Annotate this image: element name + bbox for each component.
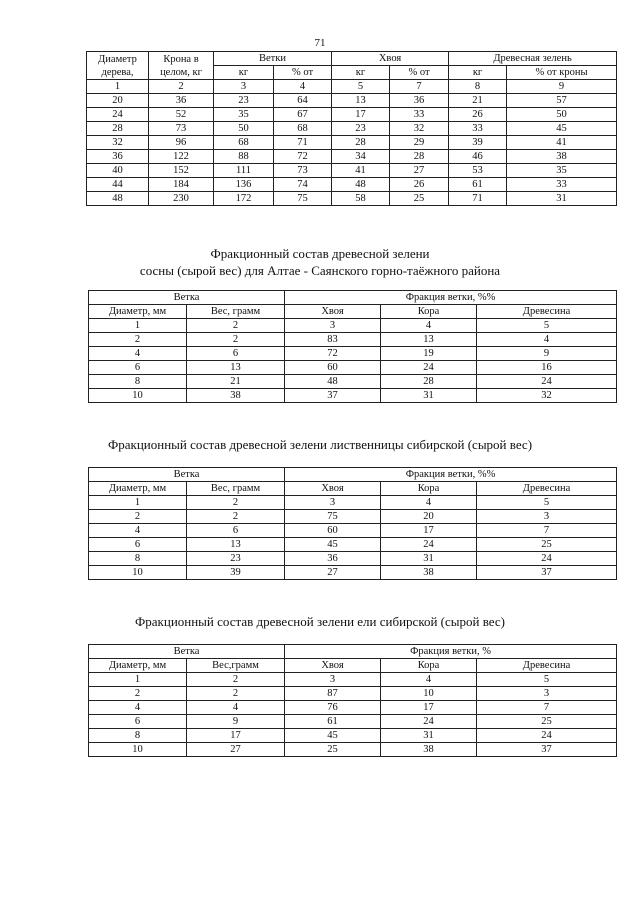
- table-cell: 13: [332, 94, 390, 108]
- table-cell: 68: [214, 136, 274, 150]
- table-body: [87, 80, 617, 206]
- table-cell: 184: [149, 178, 214, 192]
- table-cell: 75: [274, 192, 332, 206]
- table-cell: 2: [187, 510, 285, 524]
- table-row: [89, 715, 617, 729]
- table-cell: 1: [87, 80, 149, 94]
- table-cell: 25: [477, 715, 617, 729]
- table-cell: 20: [381, 510, 477, 524]
- section-title: Фракционный состав древесной зелени: [210, 246, 430, 261]
- table-cell: 74: [274, 178, 332, 192]
- table-cell: 60: [285, 361, 381, 375]
- table-cell: 230: [149, 192, 214, 206]
- table-cell: 48: [87, 192, 149, 206]
- header-kg: кг: [214, 66, 274, 80]
- header-greenery: Древесная зелень: [449, 52, 617, 66]
- table-row: [87, 178, 617, 192]
- table-row: [89, 333, 617, 347]
- header-fraction: Фракция ветки, %: [285, 645, 617, 659]
- table-cell: 67: [274, 108, 332, 122]
- table-cell: 4: [477, 333, 617, 347]
- table-cell: 50: [507, 108, 617, 122]
- table-cell: 28: [381, 375, 477, 389]
- table-cell: 29: [390, 136, 449, 150]
- table-cell: 61: [449, 178, 507, 192]
- table-cell: 50: [214, 122, 274, 136]
- table-cell: 31: [507, 192, 617, 206]
- table-cell: 4: [381, 319, 477, 333]
- table-cell: 41: [332, 164, 390, 178]
- table-cell: 37: [477, 743, 617, 757]
- page-number: 71: [314, 37, 326, 49]
- table-cell: 9: [187, 715, 285, 729]
- table-cell: 38: [507, 150, 617, 164]
- table-cell: 5: [477, 319, 617, 333]
- table-cell: 13: [381, 333, 477, 347]
- header-branch: Ветка: [89, 291, 285, 305]
- table-cell: 6: [89, 715, 187, 729]
- pine-fraction-table: [88, 290, 617, 403]
- table-row: [89, 389, 617, 403]
- table-cell: 4: [274, 80, 332, 94]
- table-cell: 24: [381, 361, 477, 375]
- table-cell: 34: [332, 150, 390, 164]
- table-cell: 2: [187, 333, 285, 347]
- section-title: Фракционный состав древесной зелени лиственницы сибирской (сырой вес): [107, 437, 533, 452]
- header-wood: Древесина: [477, 305, 617, 319]
- table-cell: 21: [449, 94, 507, 108]
- table-row: [89, 347, 617, 361]
- table-cell: 83: [285, 333, 381, 347]
- table-cell: 31: [381, 729, 477, 743]
- table-cell: 52: [149, 108, 214, 122]
- header-bark: Кора: [381, 305, 477, 319]
- table-cell: 48: [332, 178, 390, 192]
- table-cell: 2: [149, 80, 214, 94]
- table-cell: 48: [285, 375, 381, 389]
- table-cell: 23: [332, 122, 390, 136]
- table-row: [87, 164, 617, 178]
- table-row: [89, 510, 617, 524]
- table-cell: 45: [507, 122, 617, 136]
- table-cell: 26: [449, 108, 507, 122]
- table-row: [89, 538, 617, 552]
- table-cell: 87: [285, 687, 381, 701]
- table-cell: 3: [285, 496, 381, 510]
- table-cell: 25: [390, 192, 449, 206]
- table-cell: 57: [507, 94, 617, 108]
- table-row: [89, 701, 617, 715]
- table-index-row: [89, 319, 617, 333]
- table-cell: 13: [187, 538, 285, 552]
- table-cell: 46: [449, 150, 507, 164]
- header-needles: Хвоя: [285, 482, 381, 496]
- spruce-fraction-table: [88, 644, 617, 757]
- table-index-row: [87, 80, 617, 94]
- table-cell: 5: [332, 80, 390, 94]
- table-cell: 2: [187, 319, 285, 333]
- table-cell: 4: [187, 701, 285, 715]
- table-body: [89, 673, 617, 757]
- table-cell: 10: [89, 566, 187, 580]
- header-diameter: Диаметр, мм: [89, 482, 187, 496]
- table-cell: 4: [89, 701, 187, 715]
- table-cell: 27: [390, 164, 449, 178]
- table-body: [89, 319, 617, 403]
- table-cell: 7: [477, 701, 617, 715]
- table-cell: 27: [285, 566, 381, 580]
- larch-fraction-table: [88, 467, 617, 580]
- table-cell: 35: [214, 108, 274, 122]
- table-cell: 72: [285, 347, 381, 361]
- table-row: [89, 743, 617, 757]
- section-subtitle: сосны (сырой вес) для Алтае - Саянского горно-таёжного района: [139, 263, 501, 278]
- table-cell: 17: [381, 701, 477, 715]
- header-needles: Хвоя: [285, 305, 381, 319]
- table-cell: 6: [89, 538, 187, 552]
- table-cell: 8: [89, 552, 187, 566]
- table-cell: 41: [507, 136, 617, 150]
- table-row: [87, 192, 617, 206]
- table-cell: 4: [381, 673, 477, 687]
- header-needles: Хвоя: [332, 52, 449, 66]
- header-weight: Вес,грамм: [187, 659, 285, 673]
- header-wood: Древесина: [477, 659, 617, 673]
- table-cell: 17: [332, 108, 390, 122]
- table-cell: 8: [89, 375, 187, 389]
- table-cell: 44: [87, 178, 149, 192]
- table-cell: 10: [89, 389, 187, 403]
- table-row: [87, 94, 617, 108]
- table-cell: 33: [390, 108, 449, 122]
- table-cell: 1: [89, 319, 187, 333]
- table-cell: 2: [187, 496, 285, 510]
- table-cell: 38: [187, 389, 285, 403]
- table-cell: 24: [381, 538, 477, 552]
- table-cell: 36: [285, 552, 381, 566]
- header-fraction: Фракция ветки, %%: [285, 468, 617, 482]
- crown-mass-table: [86, 51, 617, 206]
- table-cell: 20: [87, 94, 149, 108]
- table-cell: 36: [149, 94, 214, 108]
- table-cell: 3: [214, 80, 274, 94]
- table-cell: 9: [477, 347, 617, 361]
- table-cell: 3: [477, 687, 617, 701]
- table-cell: 27: [187, 743, 285, 757]
- header-bark: Кора: [381, 659, 477, 673]
- table-cell: 21: [187, 375, 285, 389]
- table-cell: 25: [477, 538, 617, 552]
- header-kg: кг: [332, 66, 390, 80]
- header-diameter: Диаметр, мм: [89, 659, 187, 673]
- table-cell: 39: [187, 566, 285, 580]
- table-cell: 16: [477, 361, 617, 375]
- table-cell: 61: [285, 715, 381, 729]
- table-row: [89, 687, 617, 701]
- table-cell: 172: [214, 192, 274, 206]
- table-cell: 39: [449, 136, 507, 150]
- table-cell: 73: [149, 122, 214, 136]
- table-cell: 24: [87, 108, 149, 122]
- header-pct-crown: % от кроны: [507, 66, 617, 80]
- table-cell: 5: [477, 673, 617, 687]
- table-index-row: [89, 673, 617, 687]
- table-row: [89, 552, 617, 566]
- header-crown: Крона в целом, кг: [149, 52, 214, 80]
- table-cell: 88: [214, 150, 274, 164]
- table-cell: 6: [187, 524, 285, 538]
- table-cell: 2: [89, 687, 187, 701]
- table-cell: 25: [285, 743, 381, 757]
- header-branch: Ветка: [89, 645, 285, 659]
- table-cell: 10: [381, 687, 477, 701]
- header-diameter: Диаметр, мм: [89, 305, 187, 319]
- section-title: Фракционный состав древесной зелени ели сибирской (сырой вес): [135, 614, 505, 629]
- table-cell: 7: [477, 524, 617, 538]
- table-cell: 8: [89, 729, 187, 743]
- table-cell: 32: [477, 389, 617, 403]
- table-cell: 3: [285, 319, 381, 333]
- table-cell: 23: [187, 552, 285, 566]
- table-cell: 31: [381, 552, 477, 566]
- table-cell: 28: [332, 136, 390, 150]
- table-cell: 36: [390, 94, 449, 108]
- table-cell: 7: [390, 80, 449, 94]
- table-cell: 2: [187, 673, 285, 687]
- table-cell: 45: [285, 729, 381, 743]
- table-row: [87, 136, 617, 150]
- table-cell: 4: [89, 347, 187, 361]
- table-cell: 33: [449, 122, 507, 136]
- table-row: [87, 108, 617, 122]
- table-cell: 1: [89, 496, 187, 510]
- table-body: [89, 496, 617, 580]
- table-cell: 17: [187, 729, 285, 743]
- header-branch: Ветка: [89, 468, 285, 482]
- header-kg: кг: [449, 66, 507, 80]
- table-cell: 2: [89, 510, 187, 524]
- table-cell: 3: [477, 510, 617, 524]
- header-fraction: Фракция ветки, %%: [285, 291, 617, 305]
- table-cell: 38: [381, 566, 477, 580]
- table-cell: 64: [274, 94, 332, 108]
- table-row: [87, 150, 617, 164]
- table-cell: 17: [381, 524, 477, 538]
- table-row: [87, 122, 617, 136]
- table-cell: 38: [381, 743, 477, 757]
- table-row: [89, 361, 617, 375]
- table-cell: 1: [89, 673, 187, 687]
- table-cell: 32: [87, 136, 149, 150]
- table-cell: 58: [332, 192, 390, 206]
- table-cell: 19: [381, 347, 477, 361]
- header-needles: Хвоя: [285, 659, 381, 673]
- header-weight: Вес, грамм: [187, 482, 285, 496]
- table-cell: 3: [285, 673, 381, 687]
- table-cell: 111: [214, 164, 274, 178]
- table-cell: 2: [187, 687, 285, 701]
- header-wood: Древесина: [477, 482, 617, 496]
- table-cell: 31: [381, 389, 477, 403]
- table-cell: 36: [87, 150, 149, 164]
- table-cell: 71: [449, 192, 507, 206]
- table-cell: 45: [285, 538, 381, 552]
- table-cell: 26: [390, 178, 449, 192]
- table-cell: 35: [507, 164, 617, 178]
- table-cell: 72: [274, 150, 332, 164]
- header-pct: % от: [274, 66, 332, 80]
- table-cell: 8: [449, 80, 507, 94]
- header-weight: Вес, грамм: [187, 305, 285, 319]
- table-cell: 6: [187, 347, 285, 361]
- table-cell: 76: [285, 701, 381, 715]
- table-cell: 6: [89, 361, 187, 375]
- table-cell: 24: [477, 552, 617, 566]
- header-bark: Кора: [381, 482, 477, 496]
- table-cell: 23: [214, 94, 274, 108]
- table-cell: 9: [507, 80, 617, 94]
- table-cell: 71: [274, 136, 332, 150]
- table-row: [89, 375, 617, 389]
- table-cell: 60: [285, 524, 381, 538]
- table-cell: 2: [89, 333, 187, 347]
- table-cell: 5: [477, 496, 617, 510]
- table-cell: 13: [187, 361, 285, 375]
- header-branches: Ветки: [214, 52, 332, 66]
- table-cell: 75: [285, 510, 381, 524]
- table-cell: 152: [149, 164, 214, 178]
- table-cell: 37: [285, 389, 381, 403]
- header-diameter: Диаметр дерева,: [87, 52, 149, 80]
- table-cell: 122: [149, 150, 214, 164]
- table-cell: 96: [149, 136, 214, 150]
- table-cell: 28: [87, 122, 149, 136]
- table-cell: 136: [214, 178, 274, 192]
- table-index-row: [89, 496, 617, 510]
- table-row: [89, 566, 617, 580]
- table-cell: 73: [274, 164, 332, 178]
- table-row: [89, 524, 617, 538]
- table-cell: 28: [390, 150, 449, 164]
- table-cell: 37: [477, 566, 617, 580]
- table-cell: 32: [390, 122, 449, 136]
- table-cell: 33: [507, 178, 617, 192]
- table-cell: 53: [449, 164, 507, 178]
- table-cell: 24: [477, 375, 617, 389]
- table-row: [89, 729, 617, 743]
- table-cell: 68: [274, 122, 332, 136]
- table-cell: 4: [89, 524, 187, 538]
- table-cell: 24: [477, 729, 617, 743]
- table-cell: 4: [381, 496, 477, 510]
- table-cell: 24: [381, 715, 477, 729]
- header-pct: % от: [390, 66, 449, 80]
- table-cell: 10: [89, 743, 187, 757]
- table-cell: 40: [87, 164, 149, 178]
